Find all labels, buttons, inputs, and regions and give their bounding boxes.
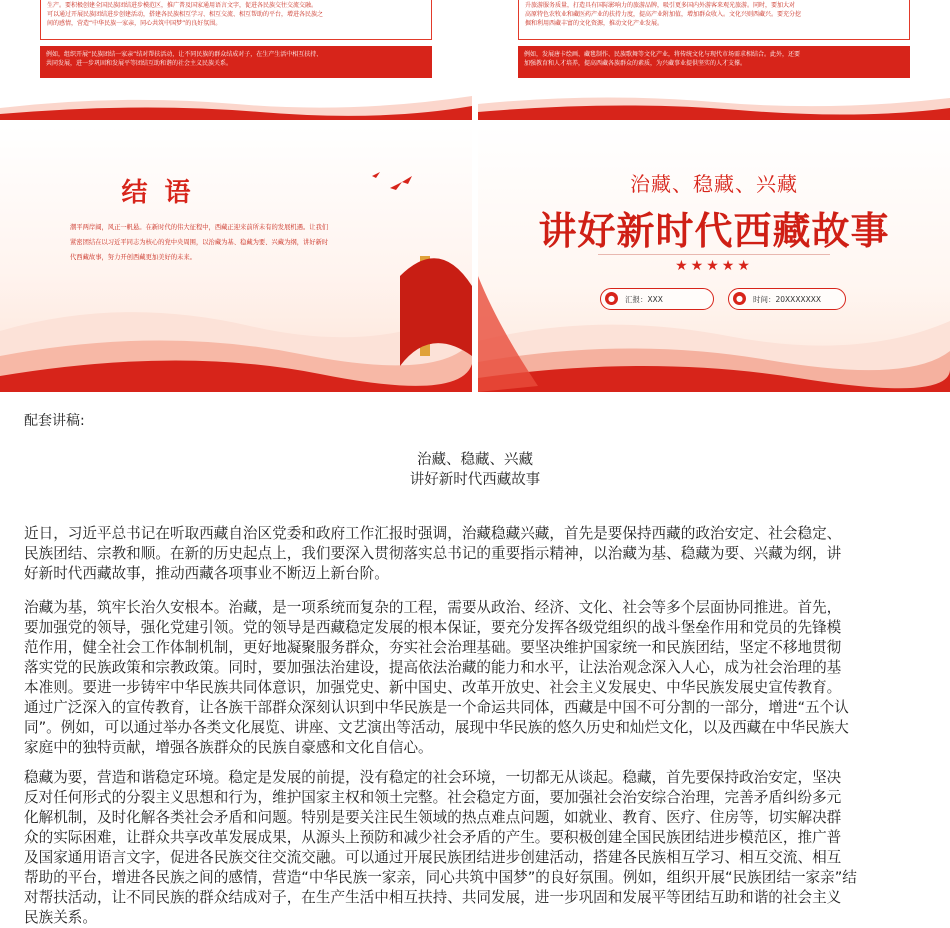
slide-thumbnail-top-right[interactable] xyxy=(478,0,950,120)
paragraph-line: 家庭中的独特贡献，增强各族群众的民族自豪感和文化自信心。 xyxy=(24,739,433,756)
paragraph-line: 化解机制，及时化解各类社会矛盾和问题。特别是要关注民生领域的热点难点问题，如就业、教育、医疗、住房等，切实解决群 xyxy=(24,809,842,826)
paragraph-line: 民族关系。 xyxy=(24,909,97,926)
paragraph-line: 反对任何形式的分裂主义思想和行为，维护国家主权和领土完整。社会稳定方面，要加强社会治安综合治理，完善矛盾纠纷多元 xyxy=(24,789,842,806)
slide-text-line: 升旅游服务质量，打造具有国际影响力的旅游品牌，吸引更多国内外游客来观光旅游。同时，要加大对 xyxy=(525,2,796,9)
transcript-paragraph-3 xyxy=(24,768,926,928)
paragraph-line: 治藏为基，筑牢长治久安根本。治藏，是一项系统而复杂的工程，需要从政治、经济、文化、社会等多个层面协同推进。首先， xyxy=(24,599,842,616)
slide-body-text xyxy=(70,220,415,265)
transcript-heading-line2: 讲好新时代西藏故事 xyxy=(409,472,541,488)
clock-icon: ● xyxy=(733,292,746,305)
slide-text-line: 紧密团结在以习近平同志为核心的党中央周围，以治藏为基、稳藏为要、兴藏为纲，讲好新时 xyxy=(70,239,329,246)
slide-text-line: 可以通过开展民族团结进步创建活动，搭建各民族相互学习、相互交流、相互帮助的平台，增进各民族之 xyxy=(47,11,324,18)
slide-text-line: 掘和利用西藏丰富的文化资源，推动文化产业发展。 xyxy=(525,20,664,27)
paragraph-line: 要加强党的领导，强化党建引领。党的领导是西藏稳定发展的根本保证，要充分发挥各级党组织的战斗堡垒作用和党员的先锋模 xyxy=(24,619,842,636)
slide-text-line: 例如，组织开展“民族团结一家亲”结对帮扶活动，让不同民族的群众结成对子，在生产生活中相互扶持、 xyxy=(46,51,323,58)
slide-text-line: 加强教育和人才培养，提高西藏各族群众的素质，为兴藏事业提供坚实的人才支撑。 xyxy=(524,60,747,67)
paragraph-line: 民族团结、宗教和顺。在新的历史起点上，我们要深入贯彻落实总书记的重要指示精神，以治藏为基、稳藏为要、兴藏为纲，讲 xyxy=(24,545,842,562)
reporter-pill xyxy=(600,288,714,310)
slide-subtitle: 治藏、稳藏、兴藏 xyxy=(630,172,798,196)
transcript-paragraph-1 xyxy=(24,524,926,584)
time-text: 时间：20XXXXXXX xyxy=(753,295,822,304)
divider-line xyxy=(598,254,830,255)
slide-text-line: 例如，发展唐卡绘画、藏毯制作、民族歌舞等文化产业，将传统文化与现代市场需求相结合。此外，还要 xyxy=(524,51,801,58)
paragraph-line: 范作用，健全社会工作体制机制，更好地凝聚服务群众，夯实社会治理基础。要坚决维护国家统一和民族团结，坚定不移地贯彻 xyxy=(24,639,842,656)
slide-text-line: 生产。要积极创建全国民族团结进步模范区，推广普及国家通用语言文字，促进各民族交往交流交融。 xyxy=(47,2,318,9)
time-pill xyxy=(728,288,846,310)
reporter-text: 汇报：XXX xyxy=(625,295,663,304)
slide-text-box xyxy=(40,0,432,40)
paragraph-line: 落实党的民族政策和宗教政策。同时，要加强法治建设，提高依法治藏的能力和水平，让法治观念深入人心，成为社会治理的基 xyxy=(24,659,842,676)
transcript-heading-line1: 治藏、稳藏、兴藏 xyxy=(417,452,533,468)
paragraph-line: 及国家通用语言文字，促进各民族交往交流交融。可以通过开展民族团结进步创建活动，搭建各民族相互学习、相互交流、相互 xyxy=(24,849,842,866)
slide-example-box xyxy=(518,46,910,78)
slide-title: 结 语 xyxy=(121,178,195,208)
slide-example-box xyxy=(40,46,432,78)
slide-text-line: 高原特色农牧业和藏医药产业的扶持力度，提高产业附加值，增加群众收入。文化兴则西藏兴。要充分挖 xyxy=(525,11,802,18)
slide-text-line: 代西藏故事，努力开创西藏更加美好的未来。 xyxy=(70,254,196,261)
slide-thumbnail-conclusion[interactable] xyxy=(0,126,472,392)
red-wave-decoration xyxy=(478,86,950,120)
paragraph-line: 本准则。要进一步铸牢中华民族共同体意识，加强党史、新中国史、改革开放史、社会主义发展史、中华民族发展史宣传教育。 xyxy=(24,679,842,696)
transcript-paragraph-2 xyxy=(24,598,926,758)
paragraph-line: 稳藏为要，营造和谐稳定环境。稳定是发展的前提，没有稳定的社会环境，一切都无从谈起。稳藏，首先要保持政治安定，坚决 xyxy=(24,769,842,786)
paragraph-line: 同”。例如，可以通过举办各类文化展览、讲座、文艺演出等活动，展现中华民族的悠久历史和灿烂文化，以及西藏在中华民族大 xyxy=(24,719,849,736)
paragraph-line: 帮助的平台，增进各民族之间的感情，营造“中华民族一家亲，同心共筑中国梦”的良好氛围。例如，组织开展“民族团结一家亲”结 xyxy=(24,869,857,886)
slide-text-line: 间的感情，营造“中华民族一家亲，同心共筑中国梦”的良好氛围。 xyxy=(47,20,222,27)
user-icon: ● xyxy=(605,292,618,305)
paragraph-line: 对帮扶活动，让不同民族的群众结成对子，在生产生活中相互扶持、共同发展，进一步巩固和发展平等团结互助和谐的社会主义 xyxy=(24,889,842,906)
paragraph-line: 通过广泛深入的宣传教育，让各族干部群众深刻认识到中华民族是一个命运共同体，西藏是中国不可分割的一部分，增进“五个认 xyxy=(24,699,849,716)
slide-title: 讲好新时代西藏故事 xyxy=(538,208,890,253)
slide-thumbnail-cover[interactable] xyxy=(478,126,950,392)
red-wave-decoration xyxy=(0,86,472,120)
slide-text-box xyxy=(518,0,910,40)
paragraph-line: 众的实际困难，让群众共享改革发展成果，从源头上预防和减少社会矛盾的产生。要积极创建全国民族团结进步模范区，推广普 xyxy=(24,829,842,846)
paragraph-line: 好新时代西藏故事，推动西藏各项事业不断迈上新台阶。 xyxy=(24,565,389,582)
stars-decoration: ★★★★★ xyxy=(675,258,753,274)
slide-thumbnail-top-left[interactable] xyxy=(0,0,472,120)
slide-text-line: 共同发展，进一步巩固和发展平等团结互助和谐的社会主义民族关系。 xyxy=(46,60,233,67)
paragraph-line: 近日，习近平总书记在听取西藏自治区党委和政府工作汇报时强调，治藏稳藏兴藏，首先是要保持西藏的政治安定、社会稳定、 xyxy=(24,525,842,542)
transcript-label: 配套讲稿: xyxy=(24,413,85,429)
slide-text-line: 潮平两岸阔，风正一帆悬。在新时代的伟大征程中，西藏正迎来前所未有的发展机遇。让我们 xyxy=(70,224,329,231)
